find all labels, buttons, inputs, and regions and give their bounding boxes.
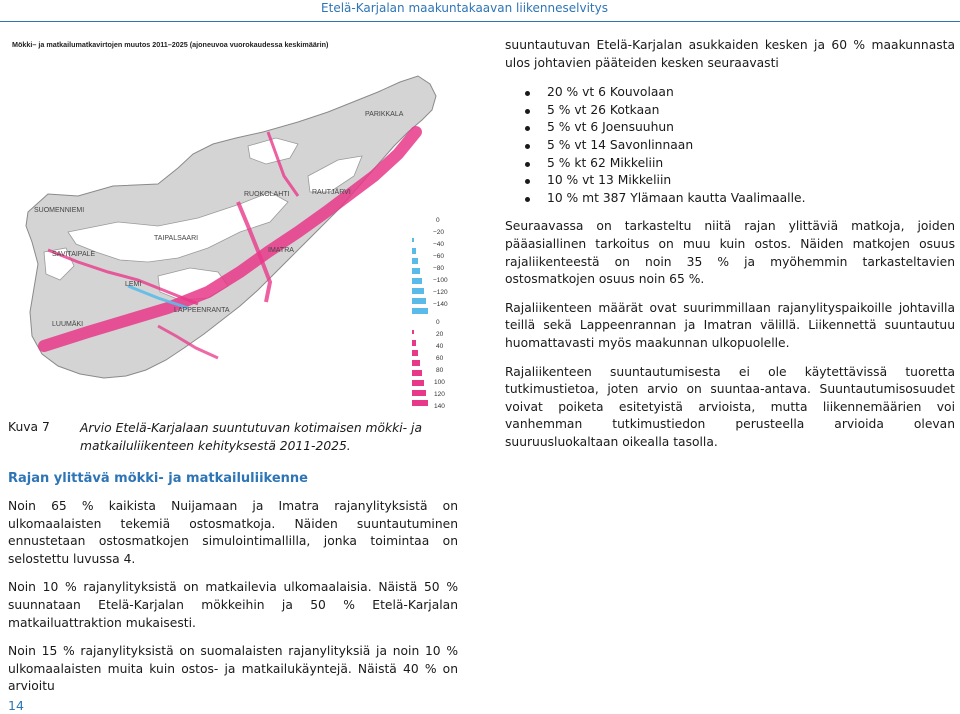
body-paragraph: Seuraavassa on tarkasteltu niitä rajan ylittäviä matkoja, joiden pääasiallinen tarkoitus on muu kuin ostos. Näiden matkojen osuus rajaliikenteestä on noin 35 % ja myöhemmin tarkasteltavien ostosmatkojen osuus noin 65 %. [505,219,955,287]
section-heading: Rajan ylittävä mökki- ja matkailuliikenne [8,471,308,486]
legend-increase [412,319,445,410]
legend-decrease [412,217,448,314]
place-luumaki: LUUMÄKI [52,321,84,328]
left-text-column [8,498,458,707]
place-lappeenranta: LAPPEENRANTA [174,307,230,314]
legend-decrease-label-2: −40 [433,241,445,248]
legend-decrease-label-6: −120 [433,289,448,296]
legend-decrease-label-0: 0 [436,217,440,224]
list-item: 5 % vt 6 Joensuuhun [505,119,955,137]
legend-increase-label-7: 140 [434,403,445,410]
figure-caption-label: Kuva 7 [8,420,50,434]
place-imatra: IMATRA [268,247,294,254]
list-item: 5 % vt 26 Kotkaan [505,102,955,120]
legend-increase-label-6: 120 [434,391,445,398]
legend-increase-label-1: 20 [436,331,444,338]
legend-decrease-label-5: −100 [433,277,448,284]
legend-increase-label-0: 0 [436,319,440,326]
body-paragraph: Noin 65 % kaikista Nuijamaan ja Imatra rajanylityksistä on ulkomaalaisten tekemiä ostosmatkoja. Näiden suuntautuminen ennustetaan ostosmatkojen simulointimallilla, jonka toimintaa on selostettu luvussa 4. [8,499,458,566]
legend-increase-label-5: 100 [434,379,445,386]
place-taipalsaari: TAIPALSAARI [154,235,199,242]
legend-increase-label-2: 40 [436,343,444,350]
place-ruokolahti: RUOKOLAHTI [244,191,290,198]
legend-increase-label-4: 80 [436,367,444,374]
place-rautjarvi: RAUTJÄRVI [312,189,351,196]
body-paragraph: Rajaliikenteen suuntautumisesta ei ole käytettävissä tuoretta tutkimustietoa, joten arvio on suuntaa-antava. Suuntautumisosuudet voivat poiketa esitetyistä arvioista, mutta liikennemäärien voi vanhemman tutkimustiedon perusteella arvioida olevan suuruusluokaltaan oikealla tasolla. [505,364,955,449]
figure-caption-text: Arvio Etelä-Karjalaan suuntutuvan kotimaisen mökki- ja matkailuliikenteen kehityksestä 2011-2025. [80,421,422,453]
intro-paragraph: suuntautuvan Etelä-Karjalan asukkaiden kesken ja 60 % maakunnasta ulos johtavien pääteiden kesken seuraavasti [505,38,955,70]
list-item: 10 % vt 13 Mikkeliin [505,172,955,190]
route-share-list [505,84,955,207]
document-header-title: Etelä-Karjalan maakuntakaavan liikenneselvitys [321,1,608,15]
page-number: 14 [8,698,24,713]
map-title: Mökki– ja matkailumatkavirtojen muutos 2011–2025 (ajoneuvoa vuorokaudessa keskimäärin) [12,40,329,49]
header-divider [0,21,960,22]
body-paragraph: Noin 10 % rajanylityksistä on matkailevia ulkomaalaisia. Näistä 50 % suunnataan Etelä-Karjalan mökkeihin ja 50 % Etelä-Karjalan matkailuattraktion mukaisesti. [8,580,458,630]
list-item: 20 % vt 6 Kouvolaan [505,84,955,102]
place-parikkala: PARIKKALA [365,111,404,118]
list-item: 5 % vt 14 Savonlinnaan [505,137,955,155]
region-map [8,36,464,410]
legend-decrease-label-7: −140 [433,301,448,308]
legend-increase-label-3: 60 [436,355,444,362]
place-lemi: LEMI [125,281,142,288]
traffic-change-map-figure [8,36,464,410]
legend-decrease-label-1: −20 [433,229,445,236]
right-text-column [505,37,955,451]
list-item: 10 % mt 387 Ylämaan kautta Vaalimaalle. [505,190,955,208]
list-item: 5 % kt 62 Mikkeliin [505,155,955,173]
legend-decrease-label-3: −60 [433,253,445,260]
body-paragraph: Noin 15 % rajanylityksistä on suomalaisten rajanylityksiä ja noin 10 % ulkomaalaisten muita kuin ostos- ja matkailukäyntejä. Näistä 40 % on arvioitu [8,644,458,694]
legend-decrease-label-4: −80 [433,265,445,272]
body-paragraph: Rajaliikenteen määrät ovat suurimmillaan rajanylityspaikoille johtavilla teillä sekä Lappeenrannan ja Imatran välillä. Liikennettä suuntautuu huomattavasti myös maakunnan ulkopuolelle. [505,300,955,350]
place-suomenniemi: SUOMENNIEMI [34,207,85,214]
place-savitaipale: SAVITAIPALE [52,251,96,258]
